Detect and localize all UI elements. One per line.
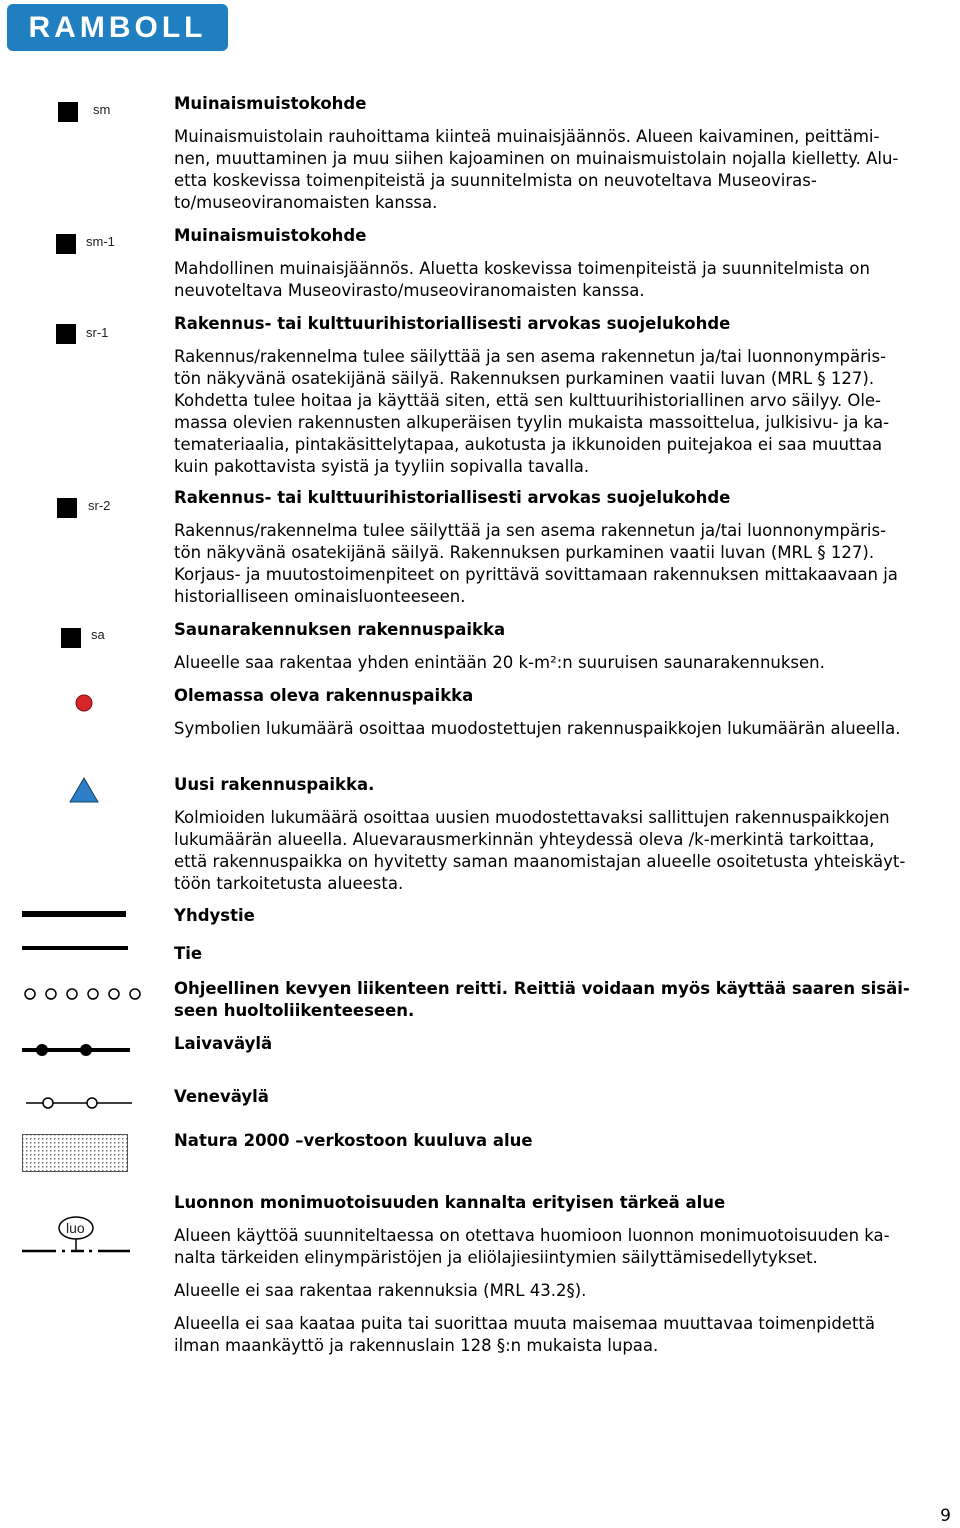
- sr2-square-icon: [57, 498, 77, 518]
- sa-square-icon: [61, 628, 81, 648]
- natura-area-pattern-icon: [22, 1134, 128, 1172]
- light-traffic-route-line-1: Ohjeellinen kevyen liikenteen reitti. Reittiä voidaan myös käyttää saaren sisäi-: [174, 979, 910, 998]
- sm1-title: Muinaismuistokohde: [174, 226, 367, 245]
- sm1-desc-line-2: neuvoteltava Museovirasto/museoviranomaisten kanssa.: [174, 281, 645, 300]
- sr1-desc-line-2: tön näkyvänä osatekijänä säilyä. Rakennuksen purkaminen vaatii luvan (MRL § 127).: [174, 369, 875, 388]
- new-site-title: Uusi rakennuspaikka.: [174, 775, 375, 794]
- luo-title: Luonnon monimuotoisuuden kannalta erityisen tärkeä alue: [174, 1193, 726, 1212]
- luo-desc-line-3: Alueelle ei saa rakentaa rakennuksia (MRL 43.2§).: [174, 1281, 587, 1300]
- sr1-square-icon: [56, 324, 76, 344]
- sm1-desc-line-1: Mahdollinen muinaisjäännös. Aluetta koskevissa toimenpiteistä ja suunnitelmista on: [174, 259, 870, 278]
- luo-desc-line-5: ilman maankäyttö ja rakennuslain 128 §:n mukaista lupaa.: [174, 1336, 659, 1355]
- sm-desc-line-4: to/museoviranomaisten kanssa.: [174, 193, 438, 212]
- page-number: 9: [940, 1506, 951, 1526]
- sr2-desc-line-2: tön näkyvänä osatekijänä säilyä. Rakennuksen purkaminen vaatii luvan (MRL § 127).: [174, 543, 875, 562]
- sr2-code-label: sr-2: [88, 498, 111, 513]
- sr1-desc-line-6: kuin pakottavista syistä ja tyyliin sopivalla tavalla.: [174, 457, 590, 476]
- sr1-desc-line-1: Rakennus/rakennelma tulee säilyttää ja sen asema rakennetun ja/tai luonnonympäris-: [174, 347, 887, 366]
- sm-desc-line-2: nen, muuttaminen ja muu siihen kajoaminen on muinaismuistolain nojalla kielletty. Alu-: [174, 149, 899, 168]
- sm-desc-line-1: Muinaismuistolain rauhoittama kiinteä muinaisjäännös. Alueen kaivaminen, peittämi-: [174, 127, 880, 146]
- sr2-title: Rakennus- tai kulttuurihistoriallisesti arvokas suojelukohde: [174, 488, 731, 507]
- new-site-desc-line-3: että rakennuspaikka on hyvitetty saman maanomistajan alueelle osoitetusta yhteiskäyt-: [174, 852, 906, 871]
- red-circle-icon: [74, 693, 94, 713]
- sm1-square-icon: [56, 234, 76, 254]
- sr1-title: Rakennus- tai kulttuurihistoriallisesti arvokas suojelukohde: [174, 314, 731, 333]
- venevayla-line-icon: [26, 1095, 132, 1111]
- sm-title: Muinaismuistokohde: [174, 94, 367, 113]
- sr2-desc-line-3: Korjaus- ja muutostoimenpiteet on pyrittävä sovittamaan rakennuksen mittakaavaan ja: [174, 565, 898, 584]
- new-site-desc-line-4: töön tarkoitetusta alueesta.: [174, 874, 404, 893]
- laivavayla-label: Laivaväylä: [174, 1034, 273, 1053]
- sr1-desc-line-3: Kohdetta tulee hoitaa ja käyttää siten, että sen kulttuurihistoriallinen arvo säilyy. Ole-: [174, 391, 882, 410]
- luo-desc-line-2: nalta tärkeiden elinympäristöjen ja eliölajiesiintymien säilyttämisedellytykset.: [174, 1248, 818, 1267]
- new-site-desc-line-2: lukumäärän alueella. Aluevarausmerkinnän yhteydessä oleva /k-merkintä tarkoittaa,: [174, 830, 875, 849]
- venevayla-label: Veneväylä: [174, 1087, 269, 1106]
- sm1-code-label: sm-1: [86, 234, 115, 249]
- natura-label: Natura 2000 –verkostoon kuuluva alue: [174, 1131, 533, 1150]
- sm-desc-line-3: etta koskevissa toimenpiteistä ja suunnitelmista on neuvoteltava Museoviras-: [174, 171, 817, 190]
- sm-square-icon: [58, 102, 78, 122]
- existing-site-desc: Symbolien lukumäärä osoittaa muodostettujen rakennuspaikkojen lukumäärän alueella.: [174, 719, 901, 738]
- sr2-desc-line-4: historialliseen ominaisluonteeseen.: [174, 587, 466, 606]
- yhdystie-line-icon: [22, 911, 126, 917]
- luo-desc-line-4: Alueella ei saa kaataa puita tai suorittaa muuta maisemaa muuttavaa toimenpidettä: [174, 1314, 876, 1333]
- ramboll-logo: RAMBOLL: [7, 4, 228, 51]
- sr1-desc-line-5: temateriaalia, pintakäsittelytapaa, aukotusta ja ikkunoiden puitejakoa ei saa muuttaa: [174, 435, 883, 454]
- sa-desc-line-1: Alueelle saa rakentaa yhden enintään 20 k-m²:n suuruisen saunarakennuksen.: [174, 653, 825, 672]
- existing-site-title: Olemassa oleva rakennuspaikka: [174, 686, 474, 705]
- luo-desc-line-1: Alueen käyttöä suunniteltaessa on otettava huomioon luonnon monimuotoisuuden ka-: [174, 1226, 890, 1245]
- laivavayla-line-icon: [22, 1042, 130, 1058]
- new-site-desc-line-1: Kolmioiden lukumäärä osoittaa uusien muodostettavaksi sallittujen rakennuspaikkojen: [174, 808, 890, 827]
- tie-label: Tie: [174, 944, 203, 963]
- light-traffic-route-icon: [20, 984, 142, 1004]
- sr1-desc-line-4: massa olevien rakennusten alkuperäisen tyylin mukaista massoittelua, julkisivu- ja ka-: [174, 413, 890, 432]
- blue-triangle-icon: [68, 776, 100, 804]
- luo-code-label: luo: [66, 1220, 85, 1236]
- tie-line-icon: [22, 946, 128, 950]
- sa-code-label: sa: [91, 627, 105, 642]
- yhdystie-label: Yhdystie: [174, 906, 255, 925]
- sr1-code-label: sr-1: [86, 325, 109, 340]
- light-traffic-route-line-2: seen huoltoliikenteeseen.: [174, 1001, 415, 1020]
- sr2-desc-line-1: Rakennus/rakennelma tulee säilyttää ja sen asema rakennetun ja/tai luonnonympäris-: [174, 521, 887, 540]
- sa-title: Saunarakennuksen rakennuspaikka: [174, 620, 506, 639]
- sm-code-label: sm: [93, 102, 111, 117]
